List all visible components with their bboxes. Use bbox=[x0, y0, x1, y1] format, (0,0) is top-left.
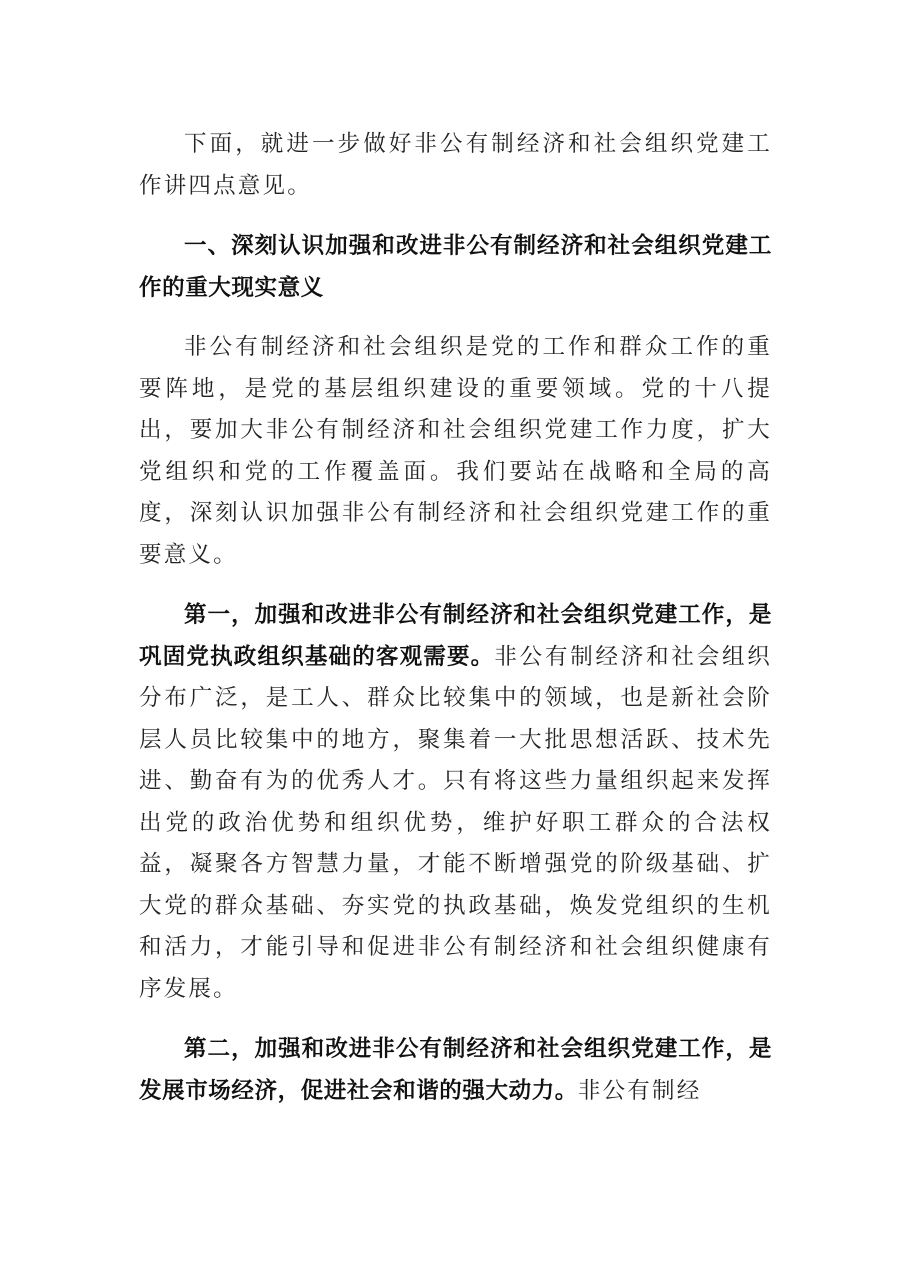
point-two-body: 非公有制经 bbox=[577, 1077, 702, 1104]
point-two-paragraph bbox=[139, 1029, 772, 1112]
document-body bbox=[139, 124, 772, 1131]
point-one-paragraph bbox=[139, 595, 772, 1010]
section-heading: 一、深刻认识加强和改进非公有制经济和社会组织党建工作的重大现实意义 bbox=[139, 233, 772, 301]
point-one-lead: 第一，加强和改进非公有制经济和社会组织党建工作，是巩固党执政组织基础的客观需要。 bbox=[139, 602, 772, 670]
point-one-body: 非公有制经济和社会组织分布广泛，是工人、群众比较集中的领域，也是新社会阶层人员比较集中的地方，聚集着一大批思想活跃、技术先进、勤奋有为的优秀人才。只有将这些力量组织起来发挥出党的政治优势和组织优势，维护好职工群众的合法权益，凝聚各方智慧力量，才能不断增强党的阶级基础、扩大党的群众基础、夯实党的执政基础，焕发党组织的生机和活力，才能引导和促进非公有制经济和社会组织健康有序发展。 bbox=[139, 643, 772, 1002]
section-body-paragraph: 非公有制经济和社会组织是党的工作和群众工作的重要阵地，是党的基层组织建设的重要领域。党的十八提出，要加大非公有制经济和社会组织党建工作力度，扩大党组织和党的工作覆盖面。我们要站在战略和全局的高度，深刻认识加强非公有制经济和社会组织党建工作的重要意义。 bbox=[139, 334, 772, 568]
point-two-lead: 第二，加强和改进非公有制经济和社会组织党建工作，是发展市场经济，促进社会和谐的强大动力。 bbox=[139, 1036, 772, 1104]
intro-paragraph: 下面，就进一步做好非公有制经济和社会组织党建工作讲四点意见。 bbox=[139, 131, 772, 199]
